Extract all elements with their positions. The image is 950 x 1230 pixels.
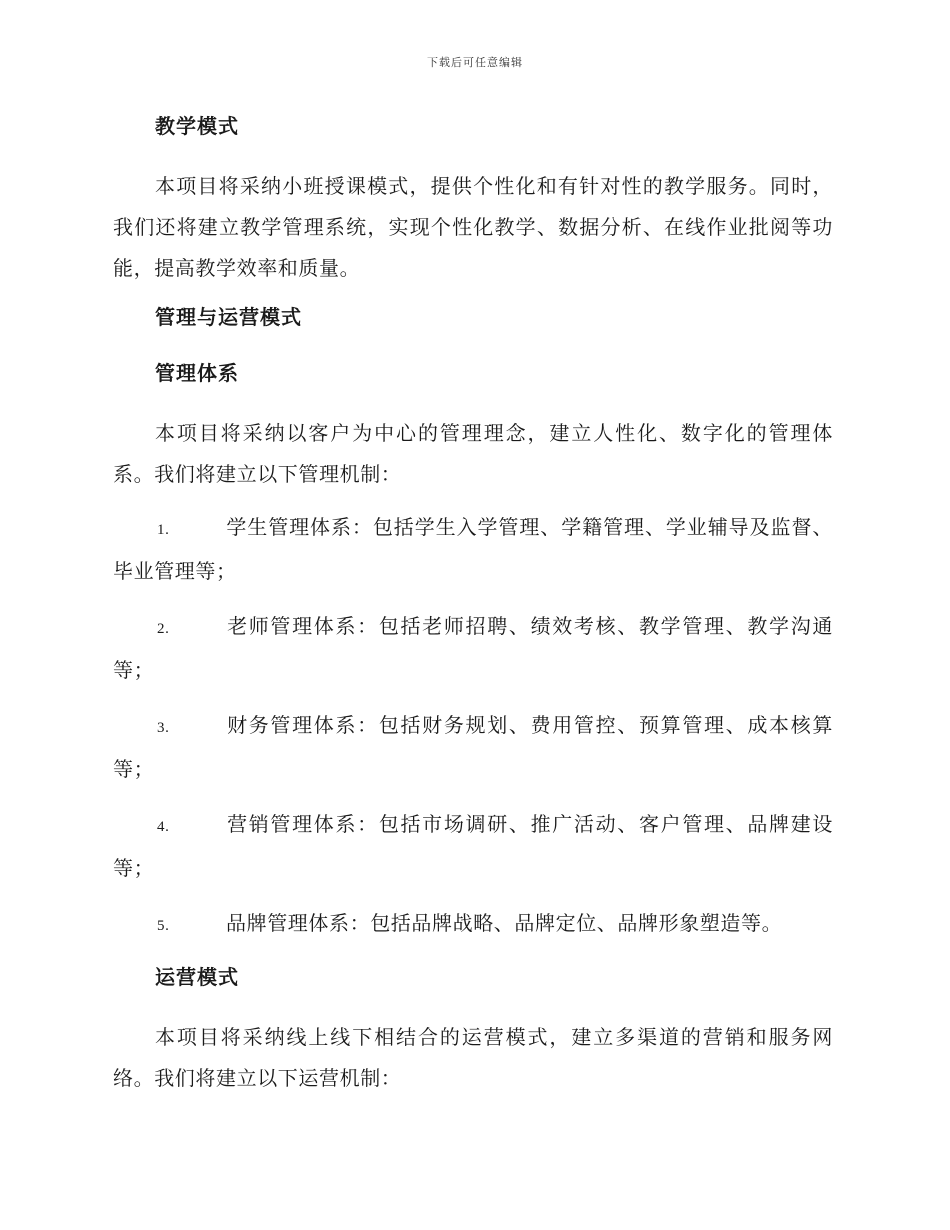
list-number: 5. — [157, 918, 170, 934]
list-number: 4. — [157, 819, 170, 835]
section-heading-management-operations: 管理与运营模式 — [155, 305, 302, 329]
paragraph-operations-mode: 本项目将采纳线上线下相结合的运营模式，建立多渠道的营销和服务网络。我们将建立以下运营机制： — [113, 1025, 833, 1090]
paragraph-teaching-mode: 本项目将采纳小班授课模式，提供个性化和有针对性的教学服务。同时，我们还将建立教学管理系统，实现个性化教学、数据分析、在线作业批阅等功能，提高教学效率和质量。 — [113, 174, 833, 280]
page-header-note: 下载后可任意编辑 — [427, 56, 523, 69]
list-item-text: 品牌管理体系：包括品牌战略、品牌定位、品牌形象塑造等。 — [226, 911, 783, 935]
list-item — [113, 705, 833, 790]
list-item — [113, 903, 833, 947]
list-number: 3. — [157, 720, 170, 736]
section-heading-management-system: 管理体系 — [155, 361, 239, 385]
list-number: 2. — [157, 621, 170, 637]
document-body — [113, 110, 833, 1111]
list-item-text: 学生管理体系：包括学生入学管理、学籍管理、学业辅导及监督、毕业管理等； — [113, 515, 833, 583]
list-item-text: 财务管理体系：包括财务规划、费用管控、预算管理、成本核算等； — [113, 713, 833, 781]
list-number: 1. — [157, 522, 170, 538]
list-item — [113, 606, 833, 691]
paragraph-management-system: 本项目将采纳以客户为中心的管理理念，建立人性化、数字化的管理体系。我们将建立以下管理机制： — [113, 421, 833, 486]
section-heading-operations-mode: 运营模式 — [155, 965, 239, 989]
list-item — [113, 804, 833, 889]
list-item — [113, 507, 833, 592]
section-heading-teaching-mode: 教学模式 — [155, 114, 239, 138]
list-item-text: 老师管理体系：包括老师招聘、绩效考核、教学管理、教学沟通等； — [113, 614, 833, 682]
list-item-text: 营销管理体系：包括市场调研、推广活动、客户管理、品牌建设等； — [113, 812, 833, 880]
